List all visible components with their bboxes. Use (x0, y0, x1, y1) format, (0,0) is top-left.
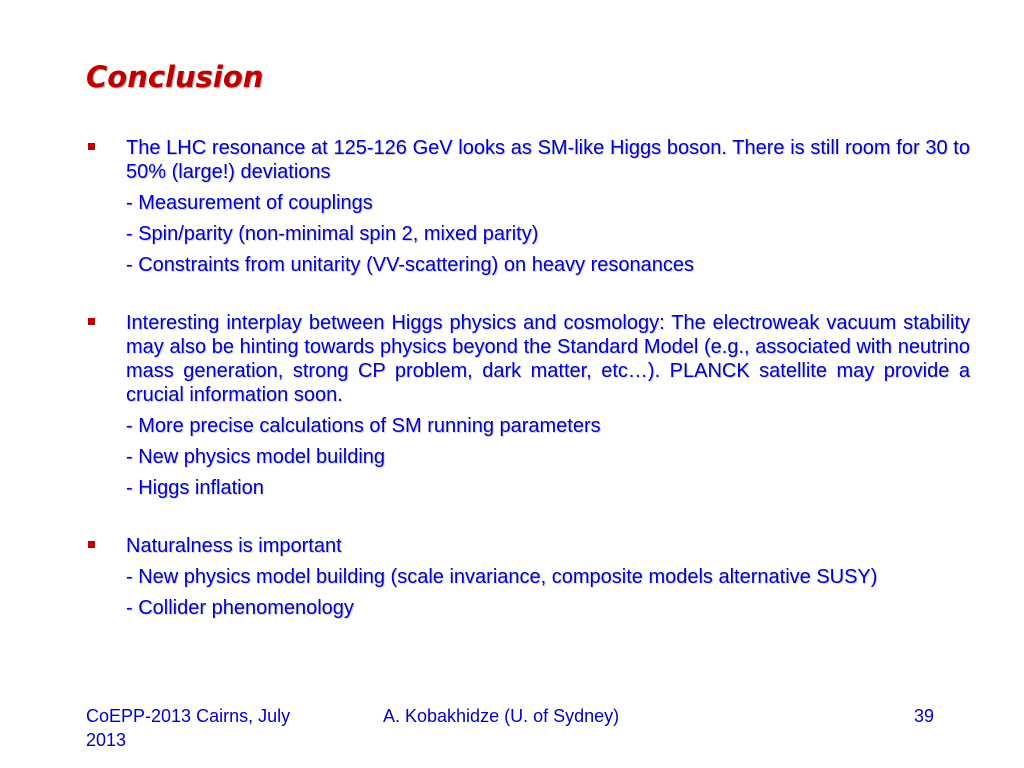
square-bullet-icon (88, 541, 95, 548)
sub-item: - New physics model building (scale invariance, composite models alternative SUSY) (126, 566, 878, 588)
square-bullet-icon (88, 143, 95, 150)
sub-item: - More precise calculations of SM running parameters (126, 415, 601, 437)
slide-content (86, 136, 970, 620)
bullet-item-lhc-resonance (86, 136, 970, 277)
sub-item: - Constraints from unitarity (VV-scattering) on heavy resonances (126, 254, 695, 276)
sub-item: - Collider phenomenology (126, 597, 354, 619)
sub-item: - New physics model building (126, 446, 386, 468)
bullet-item-naturalness (86, 534, 970, 620)
bullet-item-higgs-cosmology (86, 311, 970, 500)
sub-item: - Measurement of couplings (126, 192, 373, 214)
footer-event: CoEPP-2013 Cairns, July 2013 (86, 706, 291, 750)
page-number: 39 (914, 706, 935, 726)
footer-author: A. Kobakhidze (U. of Sydney) (383, 706, 620, 726)
slide-title: Conclusion (86, 60, 264, 94)
bullet-text: Interesting interplay between Higgs physics and cosmology: The electroweak vacuum stability may also be hinting towards physics beyond the Standard Model (e.g., associated with neutrino mass generation, strong CP problem, dark matter, etc…). PLANCK satellite may provide a crucial information soon. (126, 312, 970, 406)
sub-item: - Spin/parity (non-minimal spin 2, mixed parity) (126, 223, 539, 245)
sub-item: - Higgs inflation (126, 477, 264, 499)
square-bullet-icon (88, 318, 95, 325)
bullet-text: Naturalness is important (126, 535, 342, 557)
bullet-text: The LHC resonance at 125-126 GeV looks as SM-like Higgs boson. There is still room for 30 to 50% (large!) deviations (126, 137, 970, 183)
